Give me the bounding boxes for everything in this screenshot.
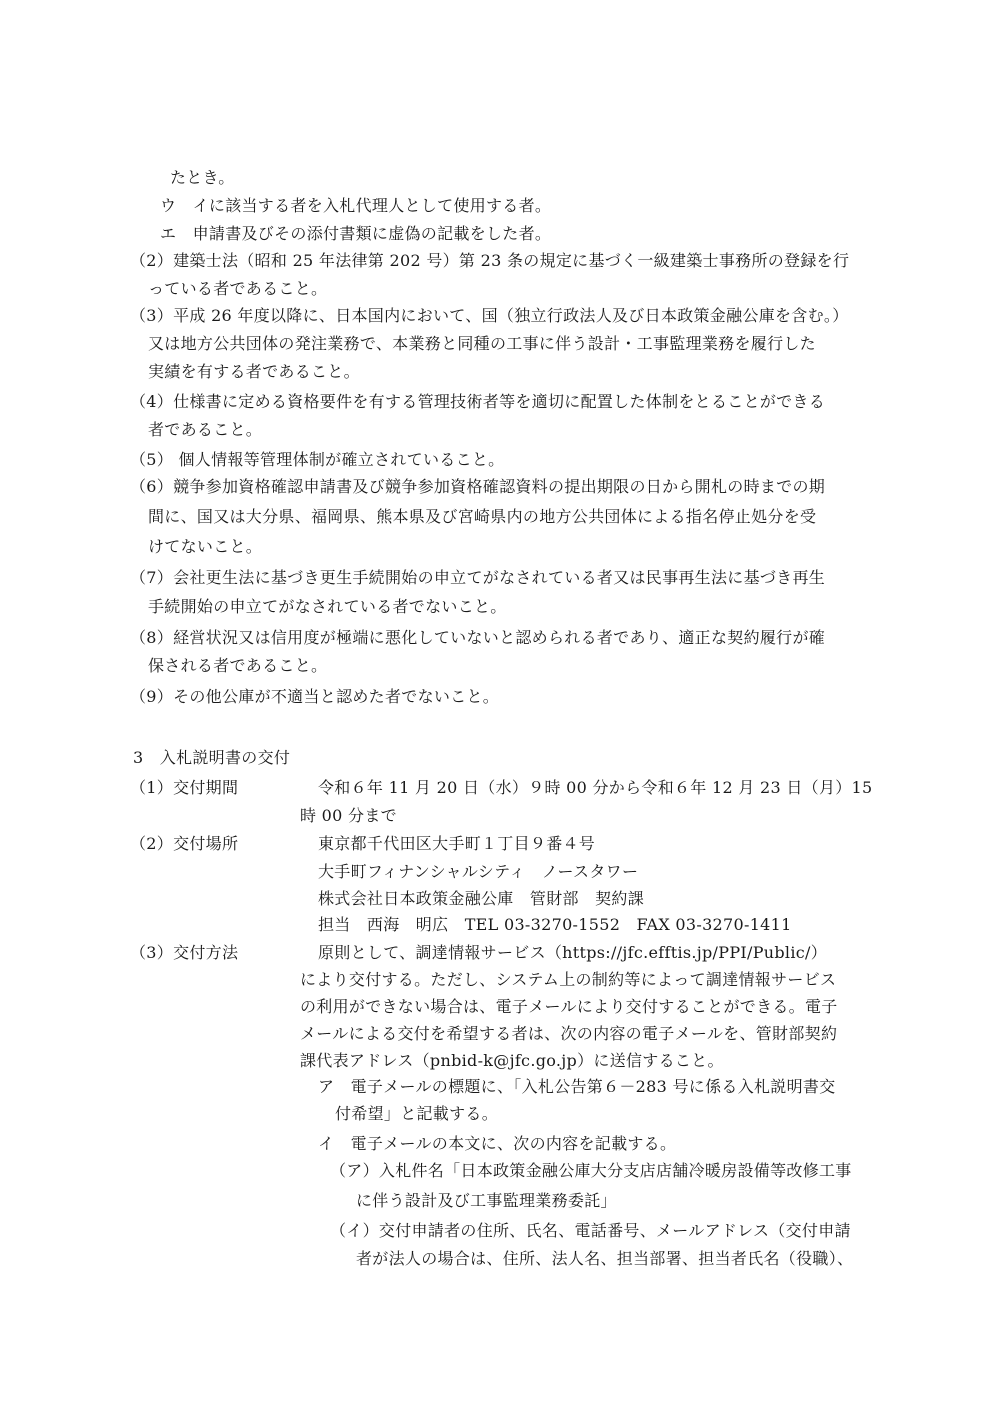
item-label: （1）交付期間 <box>130 778 239 797</box>
text-line: っている者であること。 <box>148 279 328 298</box>
text-line: （4）仕様書に定める資格要件を有する管理技術者等を適切に配置した体制をとることができる <box>130 392 826 411</box>
text-line: ウ イに該当する者を入札代理人として使用する者。 <box>160 196 552 215</box>
section-heading: 3 入札説明書の交付 <box>133 748 291 767</box>
text-line: 東京都千代田区大手町１丁目９番４号 <box>318 834 596 853</box>
item-label: （2）交付場所 <box>130 834 239 853</box>
text-line: の利用ができない場合は、電子メールにより交付することができる。電子 <box>300 997 838 1016</box>
text-line: （9）その他公庫が不適当と認めた者でないこと。 <box>130 687 500 706</box>
text-line: イ 電子メールの本文に、次の内容を記載する。 <box>318 1134 677 1153</box>
text-line: （ア）入札件名「日本政策金融公庫大分支店店舗冷暖房設備等改修工事 <box>330 1161 852 1180</box>
text-line: 間に、国又は大分県、福岡県、熊本県及び宮崎県内の地方公共団体による指名停止処分を受 <box>148 507 817 526</box>
text-line: 時 00 分まで <box>300 806 397 825</box>
text-line: たとき。 <box>170 168 235 187</box>
text-line: 手続開始の申立てがなされている者でないこと。 <box>148 597 507 616</box>
text-line: により交付する。ただし、システム上の制約等によって調達情報サービス <box>300 970 837 989</box>
text-line: 株式会社日本政策金融公庫 管財部 契約課 <box>318 889 645 908</box>
text-line: （7）会社更生法に基づき更生手続開始の申立てがなされている者又は民事再生法に基づき再生 <box>130 568 826 587</box>
text-line: 大手町フィナンシャルシティ ノースタワー <box>318 862 639 881</box>
text-line: 原則として、調達情報サービス（https://jfc.efftis.jp/PPI/Public/） <box>318 943 827 962</box>
text-line: （5） 個人情報等管理体制が確立されていること。 <box>130 450 505 469</box>
text-line: エ 申請書及びその添付書類に虚偽の記載をした者。 <box>160 224 552 243</box>
text-line: （8）経営状況又は信用度が極端に悪化していないと認められる者であり、適正な契約履行が確 <box>130 628 826 647</box>
text-line: に伴う設計及び工事監理業務委託」 <box>356 1191 617 1210</box>
text-line: ア 電子メールの標題に、「入札公告第６－283 号に係る入札説明書交 <box>318 1077 836 1096</box>
text-line: 担当 西海 明広 TEL 03-3270-1552 FAX 03-3270-1411 <box>318 915 792 934</box>
text-line: （6）競争参加資格確認申請書及び競争参加資格確認資料の提出期限の日から開札の時までの期 <box>130 477 826 496</box>
text-line: 又は地方公共団体の発注業務で、本業務と同種の工事に伴う設計・工事監理業務を履行した <box>148 334 816 353</box>
text-line: メールによる交付を希望する者は、次の内容の電子メールを、管財部契約 <box>300 1024 838 1043</box>
text-line: （2）建築士法（昭和 25 年法律第 202 号）第 23 条の規定に基づく一級建築士事務所の登録を行 <box>130 251 850 270</box>
text-line: （3）平成 26 年度以降に、日本国内において、国（独立行政法人及び日本政策金融公庫を含む。） <box>130 306 849 325</box>
text-line: 令和６年 11 月 20 日（水）９時 00 分から令和６年 12 月 23 日（月）15 <box>318 778 873 797</box>
text-line: 者が法人の場合は、住所、法人名、担当部署、担当者氏名（役職）、 <box>356 1249 854 1268</box>
text-line: けてないこと。 <box>148 537 263 556</box>
text-line: 付希望」と記載する。 <box>335 1104 499 1123</box>
text-line: 者であること。 <box>148 420 263 439</box>
text-line: （イ）交付申請者の住所、氏名、電話番号、メールアドレス（交付申請 <box>330 1221 851 1240</box>
text-line: 実績を有する者であること。 <box>148 362 360 381</box>
text-line: 課代表アドレス（pnbid-k@jfc.go.jp）に送信すること。 <box>300 1051 724 1070</box>
text-line: 保される者であること。 <box>148 656 328 675</box>
item-label: （3）交付方法 <box>130 943 239 962</box>
